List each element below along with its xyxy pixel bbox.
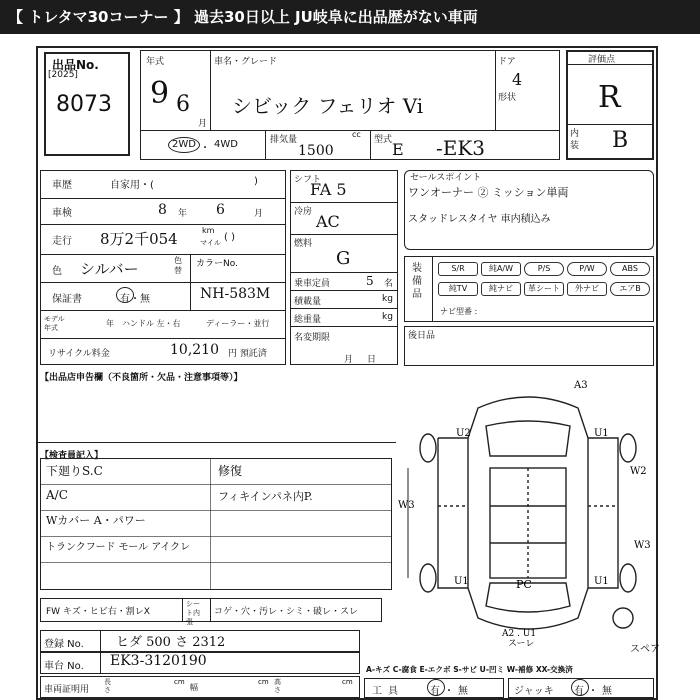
model-row-year-unit: 年	[106, 319, 114, 328]
model-row-handle: ハンドル 左・右	[122, 319, 181, 328]
car-damage-diagram	[398, 378, 658, 648]
banner-text: 【 トレタマ30コーナー 】 過去30日以上 JU岐阜に出品歴がない車両	[8, 8, 478, 26]
diagram-mark-w3-left: W3	[398, 500, 415, 511]
model-type-label: 型式	[374, 135, 393, 145]
ac-label: 冷房	[294, 207, 313, 217]
fuel-label: 燃料	[294, 239, 313, 249]
diagram-mark-w3-right: W3	[634, 540, 651, 551]
recycle-hw: 10,210	[170, 342, 219, 358]
mileage-unit-mile: マイル	[200, 239, 221, 247]
cert-length-unit: cm	[174, 678, 185, 686]
interior-label: 内装	[570, 129, 580, 151]
equipment-tag: P/S	[524, 262, 564, 276]
equipment-label: 装備品	[412, 263, 422, 300]
equipment-tag: 純TV	[438, 282, 478, 296]
drive-2wd: 2WD	[172, 139, 196, 150]
lot-box	[44, 52, 130, 156]
diagram-mark-w2: W2	[630, 466, 647, 477]
lot-year: [2025]	[48, 70, 78, 80]
inspector-note-r1: 修復	[218, 464, 243, 478]
cert-height: 高さ	[274, 678, 281, 694]
capacity-hw: 5	[366, 274, 374, 288]
model-month-hw: 6	[176, 92, 190, 117]
mileage-label: 走行	[52, 236, 72, 247]
displacement-unit: cc	[352, 130, 361, 139]
equipment-tag: ABS	[610, 262, 650, 276]
diagram-mark-a2: A2 . U1	[502, 629, 537, 639]
equipment-tag: 純A/W	[481, 262, 521, 276]
history-label: 車歴	[52, 180, 72, 191]
doors-hw: 4	[512, 70, 523, 89]
mileage-unit-km: km	[202, 226, 215, 235]
diagram-mark-u2: U2	[456, 428, 471, 439]
shape-label: 形状	[498, 93, 517, 103]
recycle-label: リサイクル料金	[48, 349, 110, 359]
registration-hw: ヒダ 500 さ 2312	[116, 635, 226, 650]
diagram-mark-pc: PC	[516, 578, 532, 591]
cert-width: 幅	[190, 683, 198, 692]
lot-number: 8073	[56, 92, 112, 117]
lot-label: 出品No.	[52, 58, 99, 72]
equipment-tag: エアB	[610, 282, 650, 296]
score-label: 評価点	[588, 55, 616, 65]
inspector-note-4: トランクフード モール アイクレ	[46, 542, 191, 553]
capacity-unit: 名	[384, 279, 394, 289]
shift-label: シフト	[294, 175, 322, 185]
cert-length: 長さ	[104, 678, 111, 694]
name-change-unit: 月日	[344, 355, 391, 365]
interior-hw: B	[612, 128, 629, 153]
inspection-year-unit: 年	[178, 209, 188, 219]
inspection-hw-year: 8	[158, 202, 167, 218]
model-row-label1: モデル	[44, 315, 65, 323]
warranty-options: 有・無	[120, 294, 150, 305]
jack-label: ジャッキ	[514, 686, 554, 697]
jack-options: 有・無	[574, 686, 616, 697]
model-row-label2: 年式	[44, 324, 58, 332]
diagram-mark-sure: スーレ	[508, 639, 535, 648]
tools-options: 有・無	[430, 686, 472, 697]
car-name-label: 車名・グレード	[214, 57, 278, 67]
chassis-hw: EK3-3120190	[110, 653, 207, 669]
doors-label: ドア	[498, 57, 516, 67]
cert-width-unit: cm	[258, 678, 269, 686]
color-code-label: カラーNo.	[196, 259, 238, 269]
model-row-dealer: ディーラー・並行	[206, 319, 270, 328]
drive-sep: ・	[200, 143, 210, 154]
color-label: 色	[52, 266, 62, 277]
declaration-label: 【出品店申告欄（不良箇所・欠品・注意事項等）】	[40, 373, 243, 383]
name-change-label: 名変期限	[294, 333, 331, 343]
navi-model-label: ナビ型番 :	[440, 307, 478, 316]
ac-hw: AC	[316, 212, 340, 231]
selling-points-hw1: ワンオーナー ② ミッション単両	[408, 186, 569, 199]
inspection-label: 車検	[52, 208, 72, 219]
mileage-paren: ( )	[224, 232, 235, 243]
equipment-tag: S/R	[438, 262, 478, 276]
selling-points-hw2: スタッドレスタイヤ 車内積込み	[408, 214, 551, 225]
selling-points-label: セールスポイント	[410, 173, 482, 183]
payload-unit: kg	[382, 294, 393, 304]
equipment-tag: 純ナビ	[481, 282, 521, 296]
cert-height-unit: cm	[342, 678, 353, 686]
cert-label: 車両証明用	[44, 685, 90, 695]
history-close: )	[254, 176, 258, 187]
diagram-mark-a3: A3	[574, 380, 588, 391]
equipment-tag: 革シート	[524, 282, 564, 296]
payload-label: 積載量	[294, 297, 322, 307]
diagram-mark-u1-left: U1	[454, 576, 469, 587]
seat-options: コゲ・穴・汚レ・シミ・破レ・スレ	[214, 607, 359, 617]
registration-label: 登録 No.	[44, 639, 84, 650]
gross-weight-label: 総重量	[294, 315, 322, 325]
drive-4wd: 4WD	[214, 139, 238, 150]
inspector-note-1: 下廻りS.C	[46, 464, 103, 478]
displacement-hw: 1500	[298, 143, 334, 159]
seat-label: シート内張	[186, 600, 200, 626]
equipment-tag: P/W	[567, 262, 607, 276]
model-type-prefix: E	[392, 140, 404, 159]
equipment-tag: 外ナビ	[567, 282, 607, 296]
diagram-mark-u1-right: U1	[594, 576, 609, 587]
color-hw: シルバー	[80, 260, 139, 278]
inspector-note-2: A/C	[46, 488, 68, 502]
fw-label: FW キズ・ヒビ右・割レX	[46, 607, 150, 617]
spec-block	[40, 170, 286, 365]
after-date-label: 後日品	[408, 331, 436, 341]
displacement-label: 排気量	[270, 135, 298, 145]
inspection-month-unit: 月	[254, 209, 264, 219]
after-date-box	[404, 326, 654, 366]
inspection-hw-month: 6	[216, 202, 225, 218]
car-name-hw: シビック フェリオ Vi	[232, 94, 424, 118]
warranty-label: 保証書	[52, 294, 82, 305]
model-year-hw: 9	[150, 76, 170, 111]
diagram-mark-u1-top: U1	[594, 428, 609, 439]
gross-weight-unit: kg	[382, 312, 393, 322]
model-month-unit: 月	[198, 119, 208, 129]
fuel-hw: G	[336, 248, 351, 269]
top-banner	[0, 0, 700, 34]
spare-label: スペア	[630, 644, 660, 655]
shift-hw: FA 5	[310, 180, 347, 199]
color-change-label: 色替	[174, 256, 182, 275]
mileage-hw: 8万2千054	[100, 230, 178, 248]
chassis-label: 車台 No.	[44, 661, 84, 672]
score-hw: R	[598, 80, 621, 115]
recycle-unit: 円 預託済	[228, 349, 267, 359]
inspector-label: 【検査員記入】	[40, 451, 104, 461]
color-code-hw: NH-583M	[200, 286, 271, 302]
history-value: 自家用・(	[110, 180, 154, 191]
tools-label: 工具	[372, 686, 404, 697]
model-year-label: 年式	[146, 57, 165, 67]
damage-legend: A-キズ C-腐食 E-エクボ S-サビ U-凹ミ W-補修 XX-交換済	[366, 665, 573, 674]
inspector-note-3: Wカバー A・パワー	[46, 514, 146, 527]
model-type-code: -EK3	[436, 136, 486, 160]
inspector-note-r2: フィキインパネ内P.	[218, 490, 313, 503]
capacity-label: 乗車定員	[294, 279, 331, 289]
